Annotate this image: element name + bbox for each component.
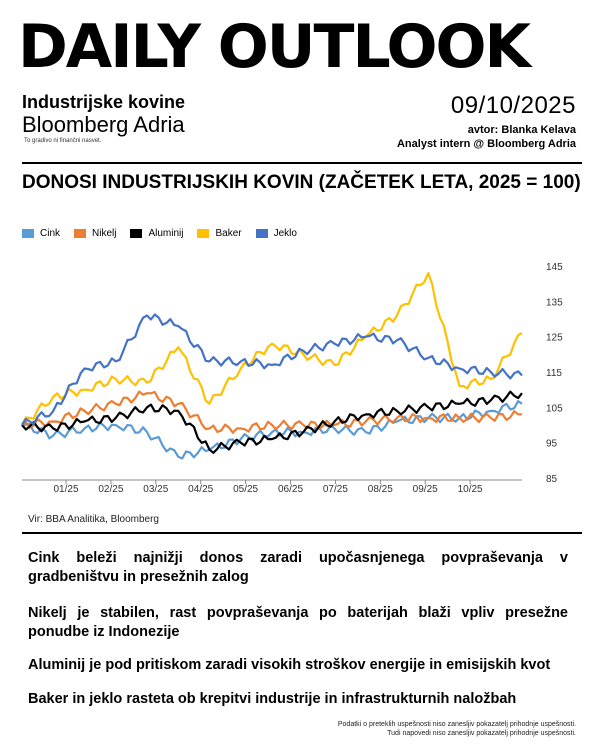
legend-item-aluminij — [130, 228, 183, 239]
x-tick-label: 02/25 — [98, 484, 124, 495]
x-tick-label: 01/25 — [53, 484, 79, 495]
divider-bottom — [22, 532, 582, 534]
legend-swatch-cink — [22, 229, 34, 238]
tagline: To gradivo ni finančni nasvet. — [24, 138, 102, 144]
section-title: Industrijske kovine — [22, 92, 186, 112]
legend-swatch-nikelj — [74, 229, 86, 238]
legend-label-aluminij: Aluminij — [148, 228, 184, 239]
legend-swatch-baker — [197, 229, 209, 238]
chart-legend — [22, 228, 297, 239]
x-tick-label: 03/25 — [143, 484, 169, 495]
disclaimer-line-2: Tudi napovedi niso zanesljiv pokazatelj prihodnje uspešnosti. — [387, 730, 576, 737]
x-tick-label: 08/25 — [367, 484, 393, 495]
legend-item-baker — [197, 228, 241, 239]
legend-item-jeklo — [256, 228, 297, 239]
y-tick-label: 95 — [546, 438, 558, 450]
insight-nikelj: Nikelj je stabilen, rast povpraševanja po baterijah blaži vpliv presežne ponudbe iz Indonezije — [28, 605, 568, 640]
y-tick-label: 145 — [546, 262, 563, 273]
legend-swatch-jeklo — [256, 229, 268, 238]
report-date: 09/10/2025 — [450, 92, 576, 119]
disclaimer-line-1: Podatki o preteklih uspešnosti niso zanesljiv pokazatelj prihodnje uspešnosti. — [337, 721, 576, 728]
insight-aluminij: Aluminij je pod pritiskom zaradi visokih stroškov energije in emisijskih kvot — [28, 657, 551, 673]
author-role: Analyst intern @ Bloomberg Adria — [396, 138, 576, 150]
legend-label-cink: Cink — [40, 228, 61, 239]
line-chart — [0, 248, 600, 498]
y-tick-label: 105 — [546, 403, 563, 415]
x-tick-label: 09/25 — [412, 484, 438, 495]
legend-item-cink — [22, 228, 60, 239]
series-line-baker — [22, 273, 522, 425]
legend-label-nikelj: Nikelj — [92, 228, 117, 239]
y-tick-label: 115 — [546, 368, 562, 379]
x-tick-label: 07/25 — [322, 484, 348, 495]
legend-swatch-aluminij — [130, 229, 142, 238]
x-tick-label: 10/25 — [457, 484, 483, 495]
legend-label-jeklo: Jeklo — [273, 228, 297, 239]
brand-name: Bloomberg Adria — [22, 112, 185, 137]
legend-item-nikelj — [74, 228, 116, 239]
masthead-title: DAILY OUTLOOK — [18, 12, 530, 82]
x-tick-label: 06/25 — [277, 484, 304, 495]
y-tick-label: 85 — [546, 474, 558, 485]
series-line-cink — [22, 401, 522, 458]
series-line-aluminij — [22, 392, 522, 453]
chart-title: DONOSI INDUSTRIJSKIH KOVIN (ZAČETEK LETA, 2025 = 100) — [22, 172, 581, 193]
y-tick-label: 125 — [546, 332, 563, 344]
y-tick-label: 135 — [546, 297, 563, 309]
x-tick-label: 05/25 — [233, 484, 259, 495]
insight-cink: Cink beleži najnižji donos zaradi upočasnjenega povpraševanja v gradbeništvu in presežnih zalog — [28, 550, 568, 585]
author-line: avtor: Blanka Kelava — [467, 124, 576, 136]
legend-label-baker: Baker — [215, 228, 242, 239]
source-note: Vir: BBA Analitika, Bloomberg — [28, 514, 159, 525]
x-tick-label: 04/25 — [188, 484, 214, 495]
insight-baker-jeklo: Baker in jeklo rasteta ob krepitvi industrije in infrastrukturnih naložbah — [28, 691, 517, 707]
divider-top — [22, 162, 582, 164]
disclaimer — [338, 720, 576, 738]
